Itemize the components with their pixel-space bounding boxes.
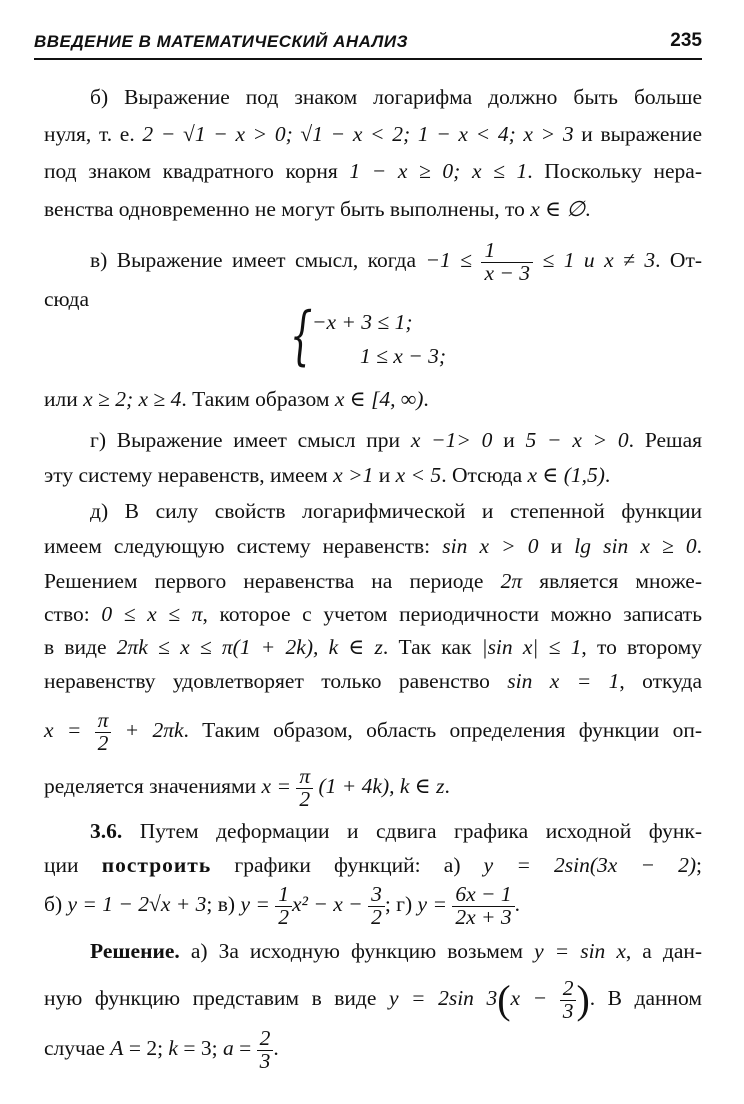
- formula: y = 2sin(3x − 2): [483, 853, 697, 877]
- line-text: эту систему неравенств, имеем: [44, 463, 328, 487]
- line-text: . Отсюда: [441, 463, 523, 487]
- line-text: . Таким образом: [181, 387, 330, 411]
- line-text: в) Выражение имеет смысл, когда: [90, 248, 417, 272]
- formula: a: [222, 1036, 234, 1060]
- line-text: .: [585, 197, 591, 221]
- formula: x² − x −: [292, 892, 363, 916]
- fraction-denominator: 2: [368, 906, 385, 929]
- line-text: ции: [44, 853, 79, 877]
- line-text: . Так как: [382, 635, 472, 659]
- text-line: [44, 568, 702, 594]
- formula: x ≥ 2; x ≥ 4: [83, 387, 182, 411]
- line-text: Решением первого неравенства на периоде: [44, 569, 484, 593]
- line-text: , которое с учетом периодичности можно записать: [202, 602, 703, 626]
- text-line: [90, 938, 702, 964]
- line-text: б) Выражение под знаком логарифма должно быть больше: [90, 85, 702, 109]
- text-line: [90, 84, 702, 110]
- formula: y =: [417, 892, 447, 916]
- fraction: [481, 240, 533, 284]
- line-text: . Поскольку нера-: [527, 159, 702, 183]
- line-text: ; г): [384, 892, 413, 916]
- text-line: [44, 386, 702, 412]
- formula: 2π: [500, 569, 523, 593]
- line-text: , откуда: [619, 669, 702, 693]
- text-line: [44, 702, 702, 758]
- line-text: = 3;: [183, 1036, 218, 1060]
- fraction-numerator: 6x − 1: [455, 882, 512, 907]
- text-line: [44, 668, 702, 694]
- line-text: , то второму: [581, 635, 702, 659]
- fraction: [275, 884, 292, 928]
- line-text: .: [696, 534, 703, 558]
- line-text: . В данном: [589, 986, 702, 1010]
- fraction: [296, 766, 313, 810]
- line-text: = 2;: [128, 1036, 164, 1060]
- text-line: [44, 462, 702, 488]
- formula: k: [168, 1036, 178, 1060]
- text-line: [90, 232, 702, 288]
- fraction-denominator: 2: [296, 788, 313, 811]
- close-paren: ): [576, 977, 590, 1023]
- fraction-denominator: x − 3: [481, 262, 533, 285]
- fraction-denominator: 2: [275, 906, 292, 929]
- text-line: [44, 196, 702, 222]
- formula: y = 1 − 2√x + 3: [67, 892, 207, 916]
- text-line: [44, 1018, 702, 1078]
- formula: 5 − x > 0: [525, 428, 629, 452]
- formula: sin x = 1: [507, 669, 620, 693]
- line-text: ределяется значениями: [44, 774, 257, 798]
- line-text: . Решая: [628, 428, 703, 452]
- formula: x −1> 0: [410, 428, 493, 452]
- formula: ≤ 1 и x ≠ 3: [542, 248, 656, 272]
- text-line: [44, 758, 702, 814]
- text-line: [90, 818, 702, 844]
- line-text: Путем деформации и сдвига графика исходной функ-: [139, 819, 702, 843]
- line-text: . Таким образом, область определения функции оп-: [183, 718, 702, 742]
- formula: 2 − √1 − x > 0; √1 − x < 2; 1 − x < 4; x > 3: [142, 122, 574, 146]
- line-text: .: [604, 463, 611, 487]
- fraction-numerator: 1: [484, 238, 496, 263]
- formula: sin x > 0: [442, 534, 539, 558]
- running-header: [34, 30, 702, 60]
- fraction-numerator: 1: [278, 882, 290, 907]
- header-title: ВВЕДЕНИЕ В МАТЕМАТИЧЕСКИЙ АНАЛИЗ: [34, 32, 408, 51]
- line-text: нуля, т. е.: [44, 122, 135, 146]
- fraction-denominator: 3: [257, 1050, 274, 1073]
- fraction: [368, 884, 385, 928]
- line-text: в виде: [44, 635, 107, 659]
- fraction: [257, 1028, 274, 1072]
- text-line: [44, 634, 702, 660]
- text-line: [44, 601, 702, 627]
- line-text: ; в): [206, 892, 236, 916]
- line-text: имеем следующую систему неравенств:: [44, 534, 431, 558]
- line-text: ;: [696, 853, 703, 877]
- fraction-numerator: π: [97, 708, 109, 733]
- formula: y =: [240, 892, 270, 916]
- text-line: [44, 852, 702, 878]
- line-text: и: [503, 428, 515, 452]
- line-text: , а дан-: [625, 939, 703, 963]
- formula: −1 ≤: [425, 248, 472, 272]
- line-text: =: [239, 1036, 252, 1060]
- solution-label: Решение.: [90, 939, 180, 963]
- inequality-system: [290, 299, 490, 373]
- system-row: 1 ≤ x − 3;: [360, 344, 447, 368]
- formula: A: [110, 1036, 124, 1060]
- line-text: д) В силу свойств логарифмической и степенной функции: [90, 499, 702, 523]
- text-line: [44, 876, 702, 932]
- text-line: [90, 498, 702, 524]
- line-text: случае: [44, 1036, 105, 1060]
- line-text: и: [550, 534, 563, 558]
- line-text: графики функций: а): [234, 853, 461, 877]
- formula: y = 2sin 3: [388, 986, 498, 1010]
- line-text: и выражение: [581, 122, 703, 146]
- line-text: .: [423, 387, 429, 411]
- formula: |sin x| ≤ 1: [481, 635, 582, 659]
- formula: lg sin x ≥ 0: [574, 534, 697, 558]
- formula: (1 + 4k), k ∈ z: [318, 774, 445, 798]
- text-line: [44, 158, 702, 184]
- fraction-numerator: 2: [562, 976, 574, 1001]
- fraction-numerator: π: [299, 764, 311, 789]
- text-line: [44, 533, 702, 559]
- formula: x =: [44, 718, 82, 742]
- line-text: а) За исходную функцию возьмем: [190, 939, 524, 963]
- formula: x =: [261, 774, 291, 798]
- formula: + 2πk: [124, 718, 184, 742]
- text-line: [90, 427, 702, 453]
- line-text: ную функцию представим в виде: [44, 986, 377, 1010]
- line-text: .: [514, 892, 521, 916]
- formula: x −: [510, 986, 548, 1010]
- open-paren: (: [497, 977, 511, 1023]
- fraction: [95, 710, 112, 754]
- line-text: ство:: [44, 602, 90, 626]
- line-text: или: [44, 387, 78, 411]
- formula: x ∈ (1,5): [527, 463, 605, 487]
- page-number: 235: [670, 30, 702, 51]
- emphasis-word: построить: [101, 853, 212, 877]
- formula: 0 ≤ x ≤ π: [101, 602, 203, 626]
- fraction-denominator: 2: [95, 732, 112, 755]
- line-text: венства одновременно не могут быть выполнены, то: [44, 197, 525, 221]
- exercise-number: 3.6.: [90, 819, 123, 843]
- fraction-numerator: 2: [259, 1026, 271, 1051]
- formula: 2πk ≤ x ≤ π(1 + 2k), k ∈ z: [116, 635, 383, 659]
- line-text: является множе-: [539, 569, 703, 593]
- formula: x >1: [333, 463, 374, 487]
- text-line: [44, 121, 702, 147]
- formula: x < 5: [395, 463, 442, 487]
- formula: x ∈ ∅: [530, 197, 586, 221]
- line-text: б): [44, 892, 63, 916]
- line-text: .: [273, 1036, 279, 1060]
- fraction: [560, 978, 577, 1022]
- fraction-denominator: 3: [560, 1000, 577, 1023]
- line-text: .: [444, 774, 450, 798]
- formula: y = sin x: [534, 939, 626, 963]
- line-text: сюда: [44, 287, 89, 311]
- fraction-numerator: 3: [371, 882, 382, 907]
- left-brace: {: [290, 299, 313, 373]
- line-text: . От-: [655, 248, 702, 272]
- fraction-denominator: 2x + 3: [452, 906, 514, 929]
- formula: x ∈ [4, ∞): [334, 387, 424, 411]
- line-text: под знаком квадратного корня: [44, 159, 338, 183]
- system-row: −x + 3 ≤ 1;: [312, 310, 413, 334]
- line-text: неравенству удовлетворяет только равенство: [44, 669, 490, 693]
- line-text: и: [378, 463, 391, 487]
- line-text: г) Выражение имеет смысл при: [90, 428, 401, 452]
- formula: 1 − x ≥ 0; x ≤ 1: [349, 159, 528, 183]
- fraction: [452, 884, 514, 928]
